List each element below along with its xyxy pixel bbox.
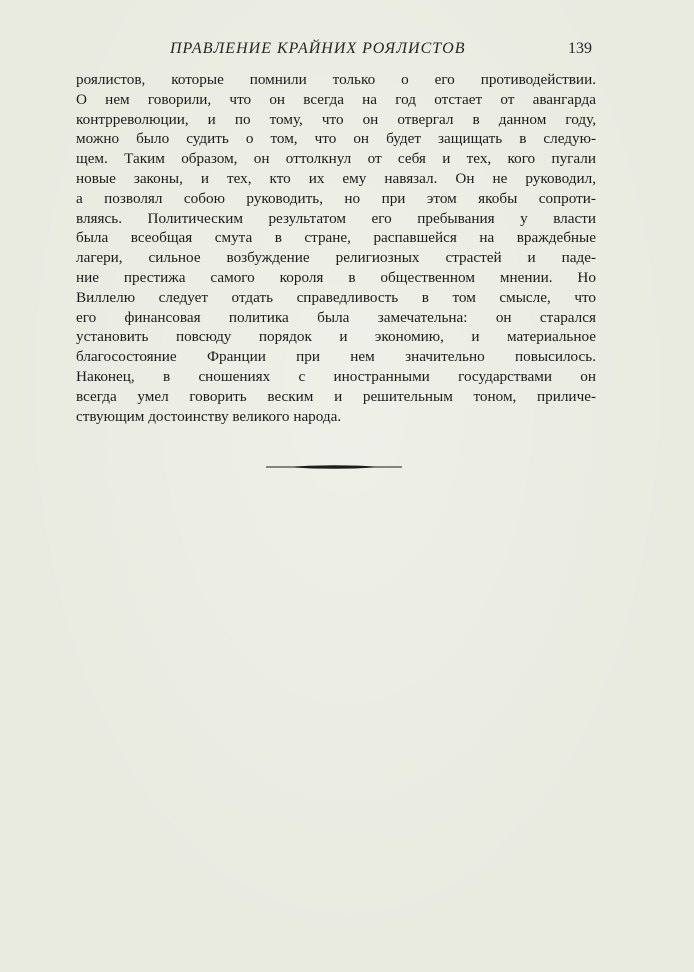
text-line: Виллелю следует отдать справедливость в том смысле, что (76, 288, 596, 306)
text-line: контрреволюции, и по тому, что он отвергал в данном году, (76, 110, 596, 128)
text-line: была всеобщая смута в стране, распавшейся на враждебные (76, 229, 596, 247)
text-line: всегда умел говорить веским и решительным тоном, приличе- (76, 387, 596, 405)
text-line: вляясь. Политическим результатом его пребывания у власти (76, 209, 596, 227)
text-line: лагери, сильное возбуждение религиозных страстей и паде- (76, 249, 596, 267)
text-line: щем. Таким образом, он оттолкнул от себя и тех, кого пугали (76, 150, 596, 168)
text-line: его финансовая политика была замечательна: он старался (76, 308, 596, 326)
text-line: роялистов, которые помнили только о его противодействии. (76, 71, 596, 88)
running-head-title: ПРАВЛЕНИЕ КРАЙНИХ РОЯЛИСТОВ (170, 40, 466, 57)
text-line: Наконец, в сношениях с иностранными государствами он (76, 367, 596, 385)
text-line: благосостояние Франции при нем значительно повысилось. (76, 348, 596, 366)
body-text (76, 70, 596, 426)
text-line: ствующим достоинству великого народа. (76, 407, 342, 425)
page-number: 139 (568, 40, 592, 57)
text-line: ние престижа самого короля в общественном мнении. Но (76, 268, 596, 286)
text-line: можно было судить о том, что он будет защищать в следую- (76, 130, 596, 148)
section-end-divider (266, 464, 402, 470)
text-line: О нем говорили, что он всегда на год отстает от авангарда (76, 90, 596, 108)
text-line: установить повсюду порядок и экономию, и материальное (76, 328, 596, 346)
text-line: а позволял собою руководить, но при этом якобы сопроти- (76, 189, 596, 207)
text-line: новые законы, и тех, кто их ему навязал. Он не руководил, (76, 169, 596, 187)
